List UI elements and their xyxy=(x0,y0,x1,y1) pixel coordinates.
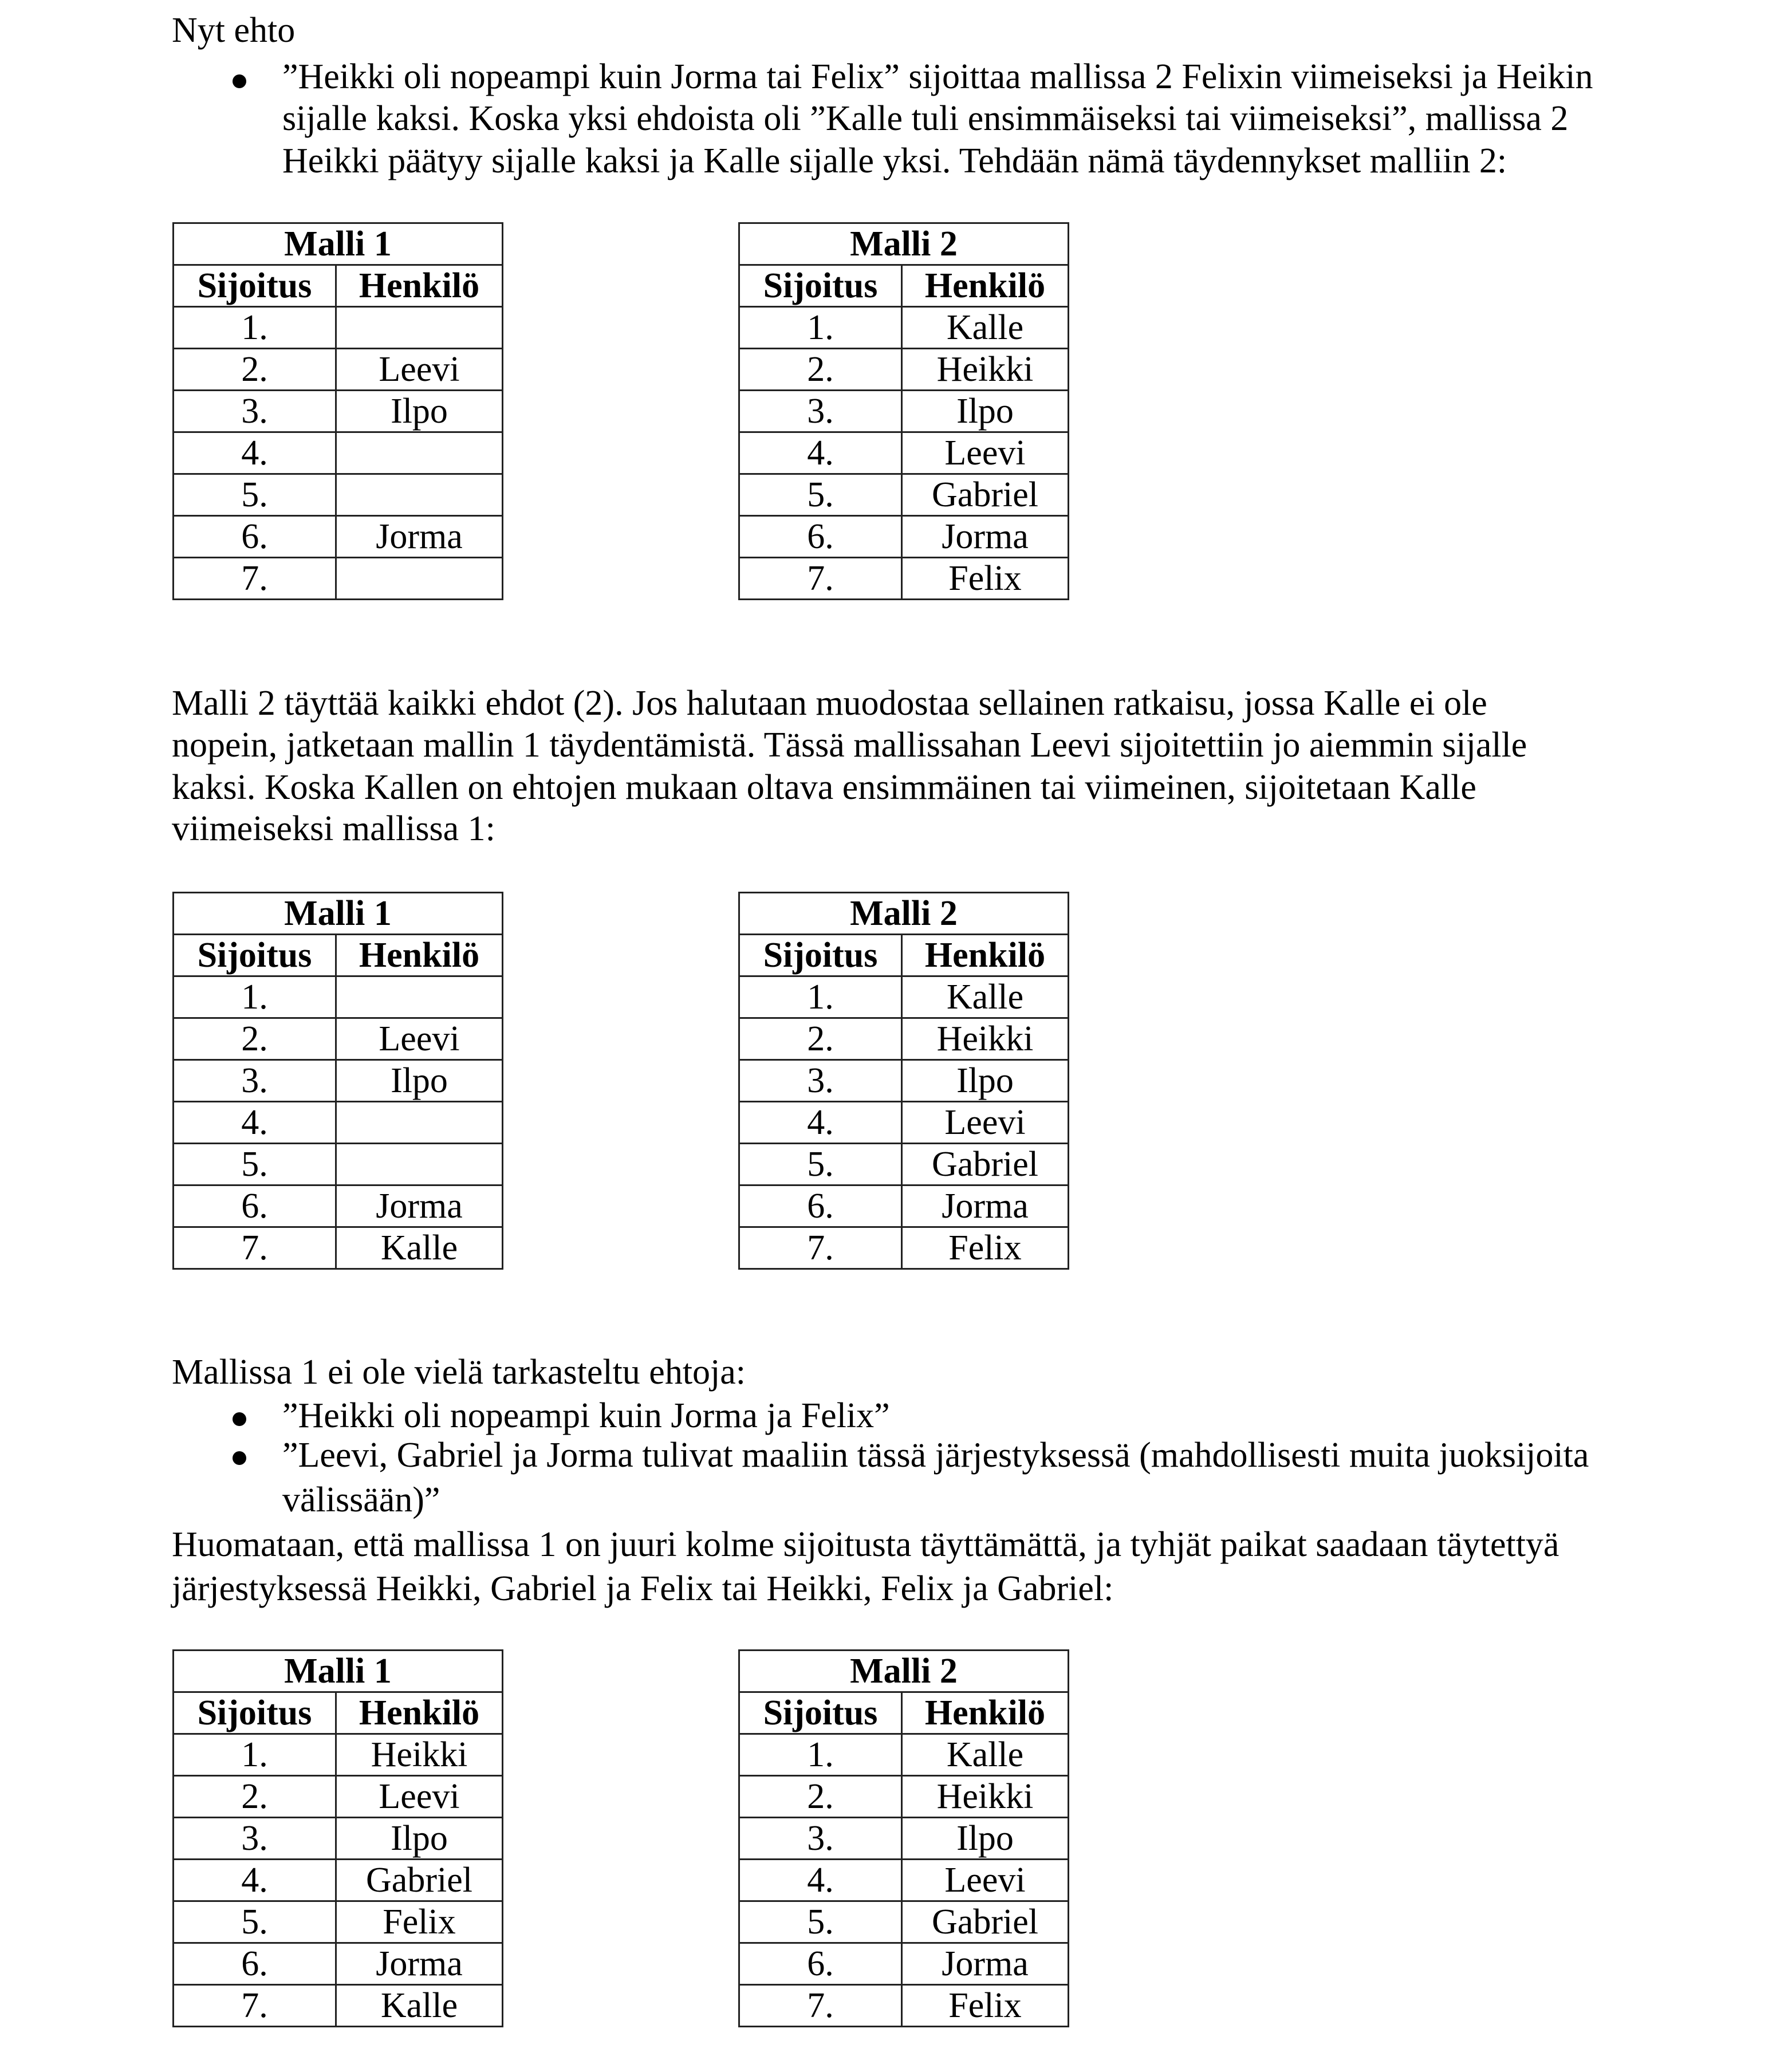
table-row xyxy=(174,1018,503,1060)
table-row xyxy=(174,349,503,391)
table-title-row xyxy=(739,223,1069,265)
table-row xyxy=(174,307,503,349)
table-row xyxy=(739,307,1069,349)
placement-cell: 7. xyxy=(739,1227,902,1269)
person-cell: Leevi xyxy=(336,1018,503,1060)
table-row xyxy=(174,1734,503,1776)
table-row xyxy=(739,1102,1069,1144)
model-2-table xyxy=(738,1649,1069,2027)
placement-cell: 6. xyxy=(174,516,336,558)
table-row xyxy=(739,1943,1069,1985)
placement-cell: 2. xyxy=(174,1018,336,1060)
placement-cell: 5. xyxy=(739,474,902,516)
person-cell: Kalle xyxy=(902,1734,1069,1776)
placement-cell: 3. xyxy=(174,1060,336,1102)
table-row xyxy=(739,1860,1069,1901)
table-row xyxy=(174,558,503,600)
paragraph-line: välissään)” xyxy=(282,1480,440,1519)
paragraph-line: nopein, jatketaan mallin 1 täydentämistä. Tässä mallissahan Leevi sijoitettiin jo aiemmin sijalle xyxy=(172,726,1527,765)
model-1-table xyxy=(172,222,503,600)
table-row xyxy=(174,391,503,432)
table-row xyxy=(174,1818,503,1860)
table-row xyxy=(174,1985,503,2027)
table-row xyxy=(739,976,1069,1018)
table-row xyxy=(174,1102,503,1144)
table-row xyxy=(739,558,1069,600)
person-cell: Felix xyxy=(902,558,1069,600)
model-2-table xyxy=(738,222,1069,600)
placement-cell: 3. xyxy=(174,391,336,432)
person-cell: Heikki xyxy=(336,1734,503,1776)
table-row xyxy=(174,432,503,474)
person-cell: Heikki xyxy=(902,1018,1069,1060)
placement-cell: 4. xyxy=(739,432,902,474)
table-title: Malli 1 xyxy=(174,893,503,935)
table-row xyxy=(739,1818,1069,1860)
table-header-row xyxy=(739,1692,1069,1734)
column-header-sijoitus: Sijoitus xyxy=(174,1692,336,1734)
paragraph-line: Heikki päätyy sijalle kaksi ja Kalle sijalle yksi. Tehdään nämä täydennykset malliin 2: xyxy=(282,141,1507,180)
person-cell: Heikki xyxy=(902,349,1069,391)
table-row xyxy=(739,432,1069,474)
person-cell: Jorma xyxy=(902,1943,1069,1985)
placement-cell: 4. xyxy=(174,1860,336,1901)
person-cell: Ilpo xyxy=(902,1818,1069,1860)
table-title: Malli 2 xyxy=(739,223,1069,265)
person-cell: Jorma xyxy=(336,1185,503,1227)
person-cell: Ilpo xyxy=(902,1060,1069,1102)
table-row xyxy=(739,391,1069,432)
table-row xyxy=(739,1185,1069,1227)
paragraph-line: ”Leevi, Gabriel ja Jorma tulivat maaliin tässä järjestyksessä (mahdollisesti muita juoksijoita xyxy=(282,1436,1589,1475)
placement-cell: 3. xyxy=(739,391,902,432)
column-header-sijoitus: Sijoitus xyxy=(739,1692,902,1734)
column-header-henkilo: Henkilö xyxy=(902,1692,1069,1734)
person-cell: Leevi xyxy=(336,1776,503,1818)
placement-cell: 5. xyxy=(174,474,336,516)
column-header-sijoitus: Sijoitus xyxy=(174,265,336,307)
person-cell: Leevi xyxy=(336,349,503,391)
paragraph-line: sijalle kaksi. Koska yksi ehdoista oli ”Kalle tuli ensimmäiseksi tai viimeiseksi”, mallissa 2 xyxy=(282,99,1569,138)
table-title: Malli 2 xyxy=(739,893,1069,935)
table-row xyxy=(739,516,1069,558)
table-row xyxy=(174,1185,503,1227)
column-header-henkilo: Henkilö xyxy=(336,935,503,976)
person-cell: Kalle xyxy=(336,1985,503,2027)
placement-cell: 4. xyxy=(174,432,336,474)
paragraph-line: Malli 2 täyttää kaikki ehdot (2). Jos halutaan muodostaa sellainen ratkaisu, jossa Kalle ei ole xyxy=(172,684,1487,723)
table-header-row xyxy=(174,265,503,307)
table-header-row xyxy=(739,935,1069,976)
person-cell: Felix xyxy=(902,1227,1069,1269)
placement-cell: 1. xyxy=(174,976,336,1018)
table-row xyxy=(174,1144,503,1185)
table-row xyxy=(739,1776,1069,1818)
placement-cell: 2. xyxy=(739,349,902,391)
table-title-row xyxy=(174,1651,503,1692)
person-cell: Ilpo xyxy=(336,1818,503,1860)
person-cell: Kalle xyxy=(336,1227,503,1269)
person-cell: Jorma xyxy=(336,1943,503,1985)
placement-cell: 3. xyxy=(174,1818,336,1860)
placement-cell: 7. xyxy=(739,1985,902,2027)
table-header-row xyxy=(739,265,1069,307)
placement-cell: 5. xyxy=(174,1144,336,1185)
person-cell: Gabriel xyxy=(902,1144,1069,1185)
model-2-table xyxy=(738,892,1069,1270)
table-row xyxy=(174,1943,503,1985)
intro-text: Mallissa 1 ei ole vielä tarkasteltu ehtoja: xyxy=(172,1353,746,1392)
paragraph-line: ”Heikki oli nopeampi kuin Jorma ja Felix” xyxy=(282,1396,890,1435)
person-cell: Jorma xyxy=(902,1185,1069,1227)
table-row xyxy=(174,1776,503,1818)
placement-cell: 5. xyxy=(739,1901,902,1943)
table-row xyxy=(174,976,503,1018)
person-cell xyxy=(336,432,503,474)
person-cell: Gabriel xyxy=(336,1860,503,1901)
person-cell: Felix xyxy=(336,1901,503,1943)
placement-cell: 1. xyxy=(174,1734,336,1776)
placement-cell: 7. xyxy=(174,1985,336,2027)
table-row xyxy=(739,1227,1069,1269)
person-cell: Kalle xyxy=(902,307,1069,349)
column-header-sijoitus: Sijoitus xyxy=(174,935,336,976)
placement-cell: 1. xyxy=(739,976,902,1018)
table-header-row xyxy=(174,935,503,976)
table-row xyxy=(739,1734,1069,1776)
placement-cell: 3. xyxy=(739,1818,902,1860)
placement-cell: 2. xyxy=(174,349,336,391)
placement-cell: 4. xyxy=(174,1102,336,1144)
table-row xyxy=(739,474,1069,516)
paragraph-line: viimeiseksi mallissa 1: xyxy=(172,809,495,848)
model-1-table xyxy=(172,1649,503,2027)
person-cell xyxy=(336,558,503,600)
placement-cell: 1. xyxy=(739,307,902,349)
placement-cell: 2. xyxy=(174,1776,336,1818)
table-row xyxy=(174,516,503,558)
paragraph-line: kaksi. Koska Kallen on ehtojen mukaan oltava ensimmäinen tai viimeinen, sijoitetaan Kalle xyxy=(172,768,1476,807)
table-row xyxy=(739,1144,1069,1185)
placement-cell: 5. xyxy=(739,1144,902,1185)
person-cell: Leevi xyxy=(902,1102,1069,1144)
column-header-sijoitus: Sijoitus xyxy=(739,265,902,307)
person-cell xyxy=(336,1144,503,1185)
person-cell: Heikki xyxy=(902,1776,1069,1818)
person-cell: Jorma xyxy=(902,516,1069,558)
placement-cell: 6. xyxy=(174,1943,336,1985)
placement-cell: 4. xyxy=(739,1860,902,1901)
table-row xyxy=(174,1901,503,1943)
placement-cell: 6. xyxy=(739,1185,902,1227)
table-row xyxy=(174,1060,503,1102)
placement-cell: 4. xyxy=(739,1102,902,1144)
table-row xyxy=(739,1060,1069,1102)
person-cell: Jorma xyxy=(336,516,503,558)
person-cell: Leevi xyxy=(902,432,1069,474)
bullet-icon xyxy=(233,74,246,88)
paragraph-line: järjestyksessä Heikki, Gabriel ja Felix tai Heikki, Felix ja Gabriel: xyxy=(172,1569,1114,1608)
model-1-table xyxy=(172,892,503,1270)
placement-cell: 6. xyxy=(174,1185,336,1227)
placement-cell: 6. xyxy=(739,1943,902,1985)
table-row xyxy=(174,1227,503,1269)
person-cell xyxy=(336,1102,503,1144)
paragraph-line: Huomataan, että mallissa 1 on juuri kolme sijoitusta täyttämättä, ja tyhjät paikat saadaan täytettyä xyxy=(172,1525,1559,1564)
placement-cell: 3. xyxy=(739,1060,902,1102)
bullet-icon xyxy=(233,1451,246,1465)
table-title: Malli 1 xyxy=(174,223,503,265)
table-title-row xyxy=(739,1651,1069,1692)
column-header-henkilo: Henkilö xyxy=(902,265,1069,307)
table-title: Malli 2 xyxy=(739,1651,1069,1692)
placement-cell: 1. xyxy=(739,1734,902,1776)
column-header-henkilo: Henkilö xyxy=(902,935,1069,976)
person-cell: Ilpo xyxy=(336,391,503,432)
placement-cell: 1. xyxy=(174,307,336,349)
column-header-henkilo: Henkilö xyxy=(336,1692,503,1734)
table-title-row xyxy=(739,893,1069,935)
person-cell: Kalle xyxy=(902,976,1069,1018)
table-title-row xyxy=(174,893,503,935)
table-row xyxy=(739,1901,1069,1943)
table-row xyxy=(739,1018,1069,1060)
placement-cell: 7. xyxy=(174,558,336,600)
placement-cell: 5. xyxy=(174,1901,336,1943)
table-row xyxy=(739,349,1069,391)
table-row xyxy=(174,1860,503,1901)
placement-cell: 7. xyxy=(739,558,902,600)
table-row xyxy=(174,474,503,516)
column-header-sijoitus: Sijoitus xyxy=(739,935,902,976)
placement-cell: 7. xyxy=(174,1227,336,1269)
bullet-icon xyxy=(233,1412,246,1426)
column-header-henkilo: Henkilö xyxy=(336,265,503,307)
table-title-row xyxy=(174,223,503,265)
person-cell: Ilpo xyxy=(336,1060,503,1102)
placement-cell: 2. xyxy=(739,1018,902,1060)
person-cell xyxy=(336,307,503,349)
table-row xyxy=(739,1985,1069,2027)
table-header-row xyxy=(174,1692,503,1734)
person-cell: Gabriel xyxy=(902,1901,1069,1943)
intro-text: Nyt ehto xyxy=(172,11,296,50)
person-cell: Gabriel xyxy=(902,474,1069,516)
person-cell: Ilpo xyxy=(902,391,1069,432)
person-cell: Felix xyxy=(902,1985,1069,2027)
placement-cell: 2. xyxy=(739,1776,902,1818)
person-cell xyxy=(336,474,503,516)
placement-cell: 6. xyxy=(739,516,902,558)
paragraph-line: ”Heikki oli nopeampi kuin Jorma tai Felix” sijoittaa mallissa 2 Felixin viimeiseksi ja Heikin xyxy=(282,57,1593,96)
person-cell xyxy=(336,976,503,1018)
person-cell: Leevi xyxy=(902,1860,1069,1901)
table-title: Malli 1 xyxy=(174,1651,503,1692)
